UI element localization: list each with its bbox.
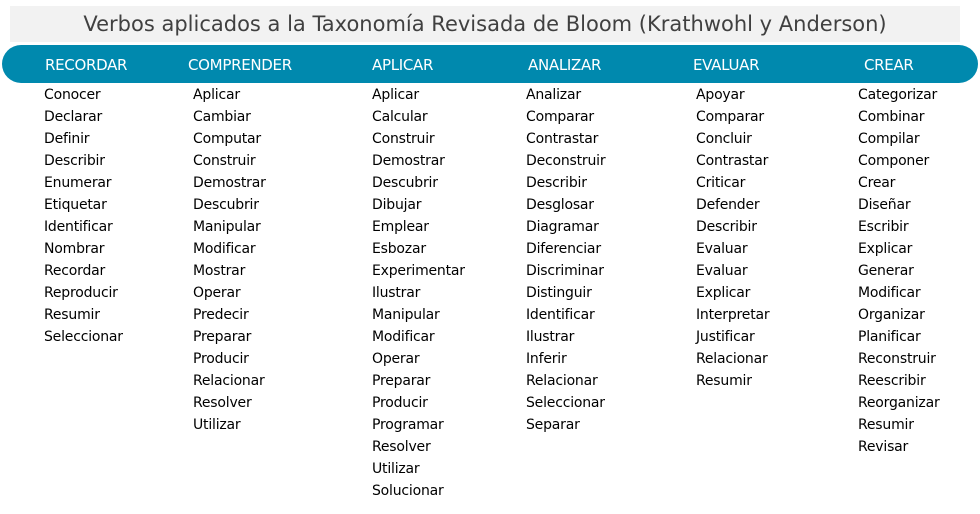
verb-item: Diferenciar	[526, 241, 601, 257]
verb-item: Utilizar	[372, 461, 420, 477]
header-bar	[2, 45, 978, 83]
verb-item: Diagramar	[526, 219, 599, 235]
verb-item: Utilizar	[193, 417, 241, 433]
verb-item: Etiquetar	[44, 197, 107, 213]
verb-item: Enumerar	[44, 175, 112, 191]
verb-item: Manipular	[193, 219, 261, 235]
verb-item: Evaluar	[696, 263, 748, 279]
verb-item: Deconstruir	[526, 153, 606, 169]
verb-item: Producir	[372, 395, 428, 411]
verb-item: Generar	[858, 263, 914, 279]
column-header-analizar: ANALIZAR	[528, 56, 602, 74]
verb-item: Comparar	[526, 109, 594, 125]
verb-item: Recordar	[44, 263, 106, 279]
verb-item: Producir	[193, 351, 249, 367]
verb-item: Planificar	[858, 329, 921, 345]
verb-item: Separar	[526, 417, 580, 433]
verb-list-analizar	[526, 84, 605, 436]
verb-item: Emplear	[372, 219, 429, 235]
verb-item: Resolver	[372, 439, 431, 455]
verb-item: Definir	[44, 131, 90, 147]
verb-item: Describir	[696, 219, 757, 235]
verb-item: Apoyar	[696, 87, 745, 103]
verb-item: Construir	[193, 153, 256, 169]
verb-item: Operar	[193, 285, 241, 301]
verb-item: Modificar	[372, 329, 435, 345]
verb-item: Cambiar	[193, 109, 251, 125]
verb-item: Experimentar	[372, 263, 465, 279]
verb-item: Resumir	[858, 417, 914, 433]
verb-item: Explicar	[858, 241, 913, 257]
verb-item: Justificar	[696, 329, 755, 345]
verb-item: Identificar	[44, 219, 113, 235]
verb-item: Relacionar	[526, 373, 598, 389]
verb-item: Ilustrar	[372, 285, 421, 301]
verb-item: Diseñar	[858, 197, 911, 213]
verb-item: Describir	[44, 153, 105, 169]
verb-item: Discriminar	[526, 263, 604, 279]
verb-item: Distinguir	[526, 285, 592, 301]
verb-item: Seleccionar	[526, 395, 605, 411]
verb-item: Evaluar	[696, 241, 748, 257]
verb-item: Mostrar	[193, 263, 246, 279]
verb-item: Nombrar	[44, 241, 105, 257]
verb-item: Reconstruir	[858, 351, 936, 367]
verb-item: Modificar	[193, 241, 256, 257]
verb-item: Desglosar	[526, 197, 594, 213]
verb-item: Criticar	[696, 175, 746, 191]
verb-item: Preparar	[372, 373, 431, 389]
verb-list-crear	[858, 84, 940, 458]
verb-item: Aplicar	[372, 87, 419, 103]
column-header-recordar: RECORDAR	[45, 56, 128, 74]
verb-item: Inferir	[526, 351, 567, 367]
verb-item: Organizar	[858, 307, 925, 323]
verb-item: Crear	[858, 175, 896, 191]
verb-item: Comparar	[696, 109, 764, 125]
column-header-evaluar: EVALUAR	[693, 56, 760, 74]
verb-item: Contrastar	[696, 153, 769, 169]
verb-item: Calcular	[372, 109, 428, 125]
verb-item: Compilar	[858, 131, 920, 147]
verb-list-recordar	[44, 84, 123, 348]
verb-item: Seleccionar	[44, 329, 123, 345]
verb-item: Describir	[526, 175, 587, 191]
verb-item: Manipular	[372, 307, 440, 323]
verb-item: Declarar	[44, 109, 103, 125]
verb-item: Solucionar	[372, 483, 444, 499]
verb-list-aplicar	[372, 84, 465, 502]
verb-item: Defender	[696, 197, 760, 213]
verb-item: Preparar	[193, 329, 252, 345]
verb-item: Resumir	[696, 373, 752, 389]
verb-item: Interpretar	[696, 307, 770, 323]
verb-item: Descubrir	[372, 175, 438, 191]
verb-item: Demostrar	[372, 153, 445, 169]
verb-item: Explicar	[696, 285, 751, 301]
verb-item: Aplicar	[193, 87, 240, 103]
verb-item: Construir	[372, 131, 435, 147]
column-header-crear: CREAR	[864, 56, 914, 74]
verb-item: Identificar	[526, 307, 595, 323]
verb-item: Predecir	[193, 307, 249, 323]
verb-list-comprender	[193, 84, 266, 436]
verb-item: Combinar	[858, 109, 925, 125]
verb-item: Componer	[858, 153, 930, 169]
verb-item: Demostrar	[193, 175, 266, 191]
verb-item: Relacionar	[193, 373, 265, 389]
column-header-comprender: COMPRENDER	[188, 56, 292, 74]
verb-item: Reescribir	[858, 373, 926, 389]
verb-item: Ilustrar	[526, 329, 575, 345]
verb-item: Categorizar	[858, 87, 938, 103]
verb-item: Esbozar	[372, 241, 426, 257]
verb-item: Contrastar	[526, 131, 599, 147]
verb-item: Reproducir	[44, 285, 118, 301]
verb-item: Relacionar	[696, 351, 768, 367]
verb-item: Resumir	[44, 307, 100, 323]
verb-item: Reorganizar	[858, 395, 940, 411]
verb-item: Concluir	[696, 131, 752, 147]
verb-item: Modificar	[858, 285, 921, 301]
page-title: Verbos aplicados a la Taxonomía Revisada de Bloom (Krathwohl y Anderson)	[10, 6, 960, 42]
verb-item: Programar	[372, 417, 444, 433]
verb-item: Analizar	[526, 87, 581, 103]
verb-item: Computar	[193, 131, 261, 147]
verb-item: Resolver	[193, 395, 252, 411]
verb-item: Conocer	[44, 87, 101, 103]
verb-list-evaluar	[696, 84, 769, 392]
column-header-aplicar: APLICAR	[372, 56, 434, 74]
verb-item: Descubrir	[193, 197, 259, 213]
verb-item: Escribir	[858, 219, 909, 235]
verb-item: Dibujar	[372, 197, 422, 213]
verb-item: Revisar	[858, 439, 909, 455]
verb-item: Operar	[372, 351, 420, 367]
